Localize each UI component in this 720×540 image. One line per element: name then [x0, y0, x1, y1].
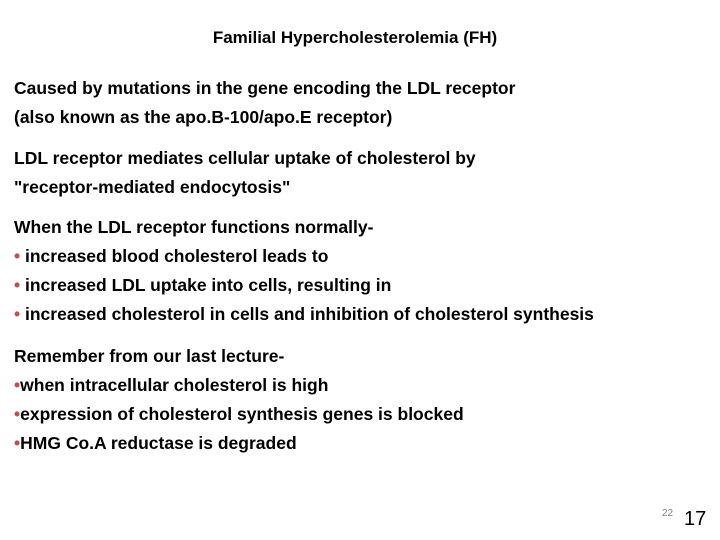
bullet-item — [14, 300, 594, 329]
bullet-icon: • — [14, 433, 21, 453]
bullet-icon: • — [14, 246, 21, 266]
bullet-item — [14, 271, 594, 300]
bullet-text: increased blood cholesterol leads to — [20, 246, 329, 266]
bullet-text: increased cholesterol in cells and inhibition of cholesterol synthesis — [20, 304, 594, 324]
bullet-text: increased LDL uptake into cells, resulting in — [20, 275, 392, 295]
bullet-text: when intracellular cholesterol is high — [20, 375, 329, 395]
paragraph-normal-function — [14, 213, 594, 329]
bullet-icon: • — [14, 304, 21, 324]
bullet-item — [14, 242, 594, 271]
paragraph-ldl-receptor — [14, 144, 476, 202]
slide-title: Familial Hypercholesterolemia (FH) — [212, 28, 498, 47]
bullet-text: HMG Co.A reductase is degraded — [20, 433, 297, 453]
bullet-icon: • — [14, 275, 21, 295]
paragraph-line: Caused by mutations in the gene encoding the LDL receptor — [14, 78, 516, 98]
bullet-icon: • — [14, 375, 21, 395]
bullet-item — [14, 371, 464, 400]
paragraph-heading: When the LDL receptor functions normally- — [14, 217, 374, 237]
bullet-item — [14, 400, 464, 429]
paragraph-line: LDL receptor mediates cellular uptake of cholesterol by — [14, 148, 476, 168]
paragraph-line: (also known as the apo.B-100/apo.E receptor) — [14, 107, 393, 127]
paragraph-heading: Remember from our last lecture- — [14, 346, 285, 366]
bullet-item — [14, 429, 464, 458]
paragraph-fh-cause — [14, 74, 515, 132]
bullet-text: expression of cholesterol synthesis genes is blocked — [20, 404, 464, 424]
slide-number-large: 17 — [684, 508, 707, 530]
paragraph-last-lecture — [14, 342, 464, 458]
slide-number-small: 22 — [662, 508, 674, 519]
paragraph-line: "receptor-mediated endocytosis" — [14, 177, 291, 197]
bullet-icon: • — [14, 404, 21, 424]
